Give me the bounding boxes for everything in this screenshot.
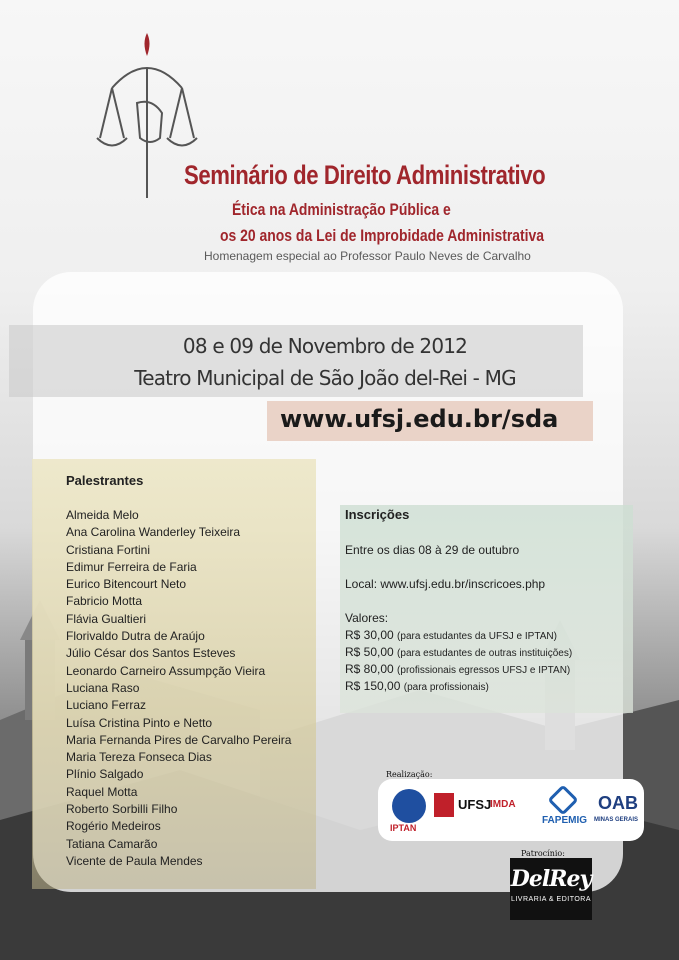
values-label: Valores: <box>345 611 389 625</box>
ufsj-emblem-icon <box>434 793 454 817</box>
price-amount: R$ 150,00 <box>345 679 401 693</box>
price-row <box>345 679 489 693</box>
speaker-item: Almeida Melo <box>66 508 139 522</box>
price-note: (para estudantes de outras instituições) <box>397 648 573 659</box>
price-amount: R$ 80,00 <box>345 662 394 676</box>
delrey-logo <box>510 858 592 920</box>
homage-text: Homenagem especial ao Professor Paulo Neves de Carvalho <box>204 249 531 263</box>
imda-logo: IMDA <box>490 799 516 810</box>
speaker-item: Roberto Sorbilli Filho <box>66 802 178 817</box>
price-row <box>345 662 570 676</box>
registration-local: Local: www.ufsj.edu.br/inscricoes.php <box>345 577 546 591</box>
price-amount: R$ 30,00 <box>345 628 394 642</box>
iptan-logo: IPTAN <box>390 823 417 833</box>
patrocinio-label: Patrocínio: <box>521 849 565 858</box>
fapemig-icon <box>547 784 578 815</box>
speaker-item: Júlio César dos Santos Esteves <box>66 646 236 661</box>
speaker-item: Luciana Raso <box>66 680 140 695</box>
price-note: (profissionais egressos UFSJ e IPTAN) <box>397 665 571 676</box>
delrey-name: DelRey <box>510 866 592 892</box>
fapemig-logo: FAPEMIG <box>542 815 588 826</box>
speaker-item: Vicente de Paula Mendes <box>66 853 203 868</box>
price-note: (para estudantes da UFSJ e IPTAN) <box>397 631 557 642</box>
speaker-item: Ana Carolina Wanderley Teixeira <box>66 525 241 540</box>
speaker-item: Luísa Cristina Pinto e Netto <box>66 715 213 730</box>
registration-period: Entre os dias 08 à 29 de outubro <box>345 543 520 557</box>
speaker-item: Florivaldo Dutra de Araújo <box>66 629 205 644</box>
price-amount: R$ 50,00 <box>345 645 394 659</box>
speaker-item: Raquel Motta <box>66 784 138 799</box>
registration-heading: Inscrições <box>345 507 410 522</box>
event-url-link[interactable]: www.ufsj.edu.br/sda <box>280 405 559 433</box>
speaker-item: Luciano Ferraz <box>66 698 147 713</box>
speaker-item: Tatiana Camarão <box>66 836 158 851</box>
speaker-item: Plínio Salgado <box>66 767 144 782</box>
speaker-item: Rogério Medeiros <box>66 819 161 834</box>
speaker-item: Eurico Bitencourt Neto <box>66 577 187 592</box>
speaker-item: Leonardo Carneiro Assumpção Vieira <box>66 663 266 678</box>
speaker-item: Maria Fernanda Pires de Carvalho Pereira <box>66 732 292 747</box>
speaker-item: Flávia Gualtieri <box>66 611 147 626</box>
ufsj-logo: UFSJ <box>458 797 492 812</box>
speaker-item: Fabricio Motta <box>66 594 143 609</box>
oab-state-label: MINAS GERAIS <box>594 817 639 823</box>
seminar-title: Seminário de Direito Administrativo <box>184 160 546 190</box>
price-row <box>345 645 572 659</box>
price-note: (para profissionais) <box>403 682 489 693</box>
speaker-item: Edimur Ferreira de Faria <box>66 559 197 574</box>
realizacao-label: Realização: <box>386 770 433 779</box>
delrey-subtitle: LIVRARIA & EDITORA <box>510 896 592 903</box>
event-date: 08 e 09 de Novembro de 2012 <box>182 334 468 358</box>
subtitle-line-1: Ética na Administração Pública e <box>232 200 451 219</box>
oab-logo: OAB <box>598 793 638 813</box>
event-venue: Teatro Municipal de São João del-Rei - MG <box>134 366 516 390</box>
subtitle-line-2: os 20 anos da Lei de Improbidade Administrativa <box>220 226 545 245</box>
speakers-list <box>66 507 291 870</box>
iptan-globe-icon <box>392 789 426 823</box>
sponsor-logos-box <box>378 779 644 841</box>
speakers-heading: Palestrantes <box>66 473 144 488</box>
speaker-item: Cristiana Fortini <box>66 542 151 557</box>
speaker-item: Maria Tereza Fonseca Dias <box>66 750 212 765</box>
price-row <box>345 628 557 642</box>
